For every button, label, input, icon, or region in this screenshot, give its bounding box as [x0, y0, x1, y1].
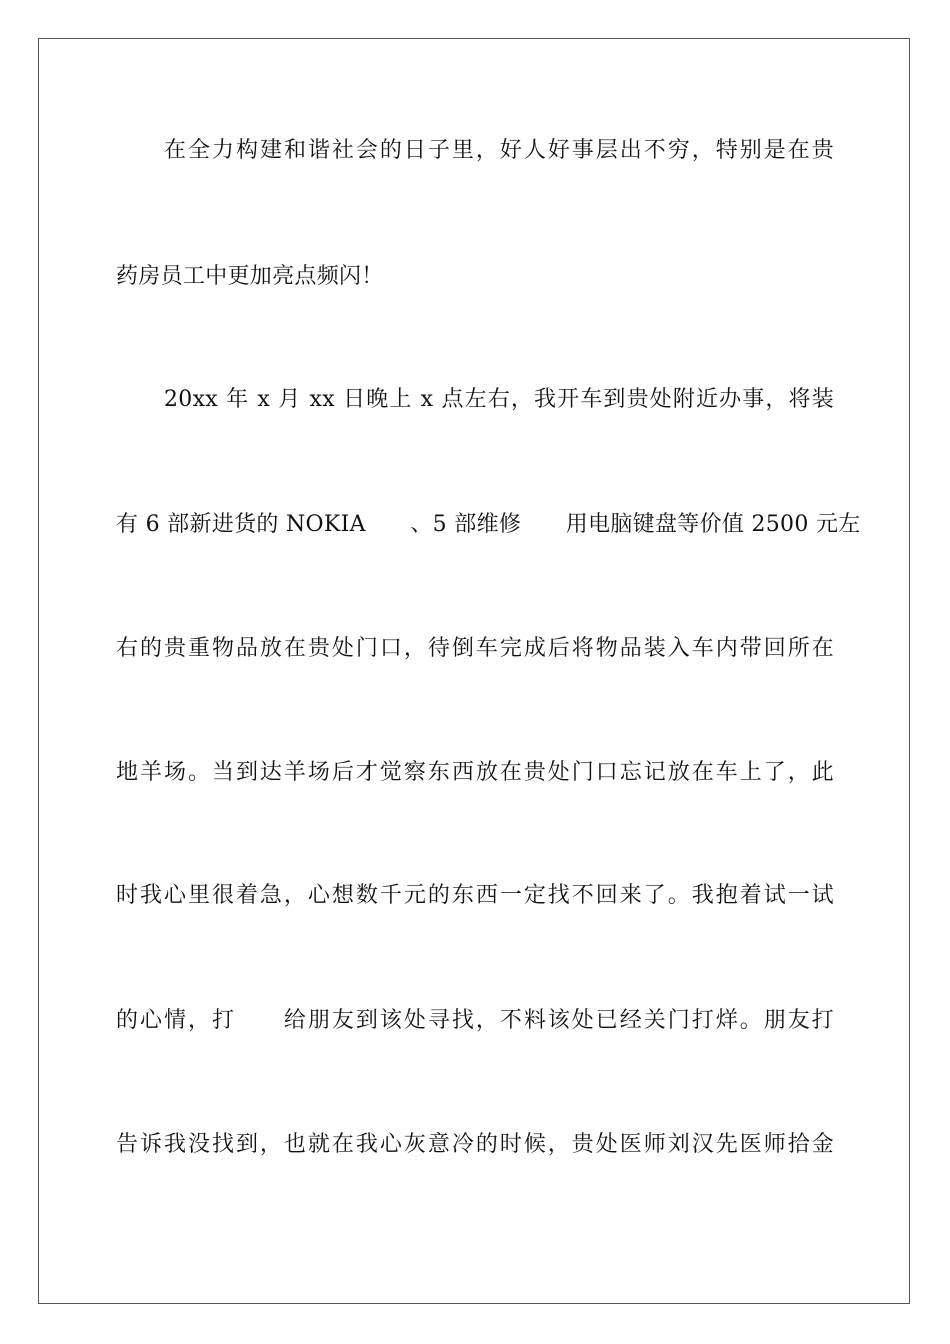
paragraph-2-line-1: 20xx 年 x 月 xx 日晚上 x 点左右，我开车到贵处附近办事，将装	[164, 387, 834, 412]
paragraph-2-line-4: 地羊场。当到达羊场后才觉察东西放在贵处门口忘记放在车上了，此	[116, 760, 834, 785]
page-border	[38, 38, 910, 1304]
paragraph-2-line-3: 右的贵重物品放在贵处门口，待倒车完成后将物品装入车内带回所在	[116, 636, 834, 661]
paragraph-2-line-5: 时我心里很着急，心想数千元的东西一定找不回来了。我抱着试一试	[116, 883, 834, 908]
paragraph-2-line-7: 告诉我没找到，也就在我心灰意冷的时候，贵处医师刘汉先医师拾金	[116, 1132, 834, 1157]
paragraph-1-line-1: 在全力构建和谐社会的日子里，好人好事层出不穷，特别是在贵	[164, 138, 834, 163]
paragraph-2-line-2: 有 6 部新进货的 NOKIA 、5 部维修 用电脑键盘等价值 2500 元左	[116, 512, 861, 537]
paragraph-2-line-6: 的心情，打 给朋友到该处寻找，不料该处已经关门打烊。朋友打	[116, 1008, 834, 1033]
paragraph-1-line-2: 药房员工中更加亮点频闪！	[116, 264, 384, 289]
